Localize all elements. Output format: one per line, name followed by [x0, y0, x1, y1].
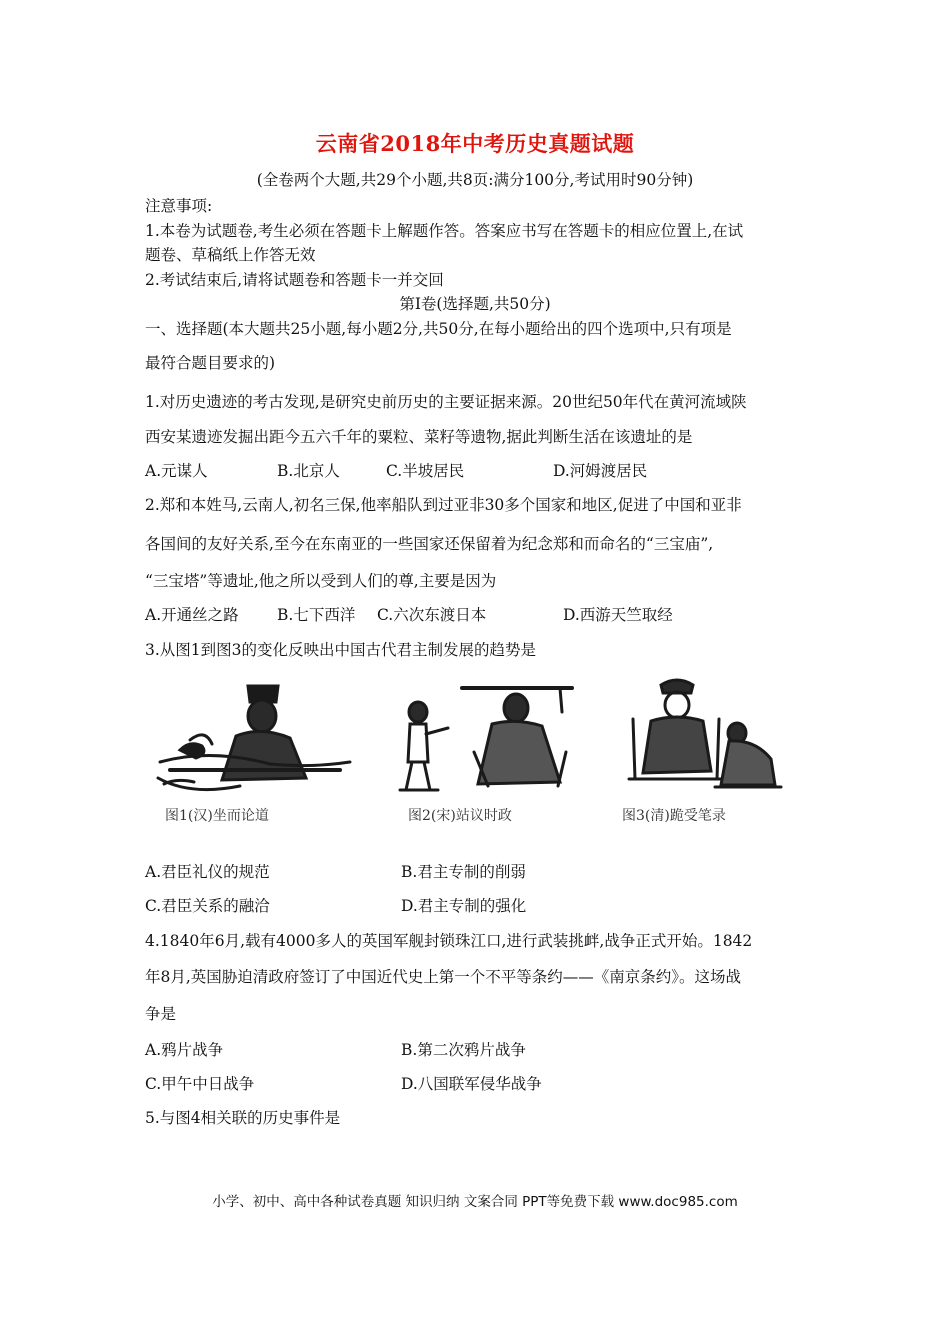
question-4-option-b: B.第二次鸦片战争 — [401, 1041, 526, 1059]
figure-2-standing-minister-illustration — [390, 682, 580, 796]
question-1-option-d: D.河姆渡居民 — [553, 462, 648, 480]
question-2-line-1: 2.郑和本姓马,云南人,初名三保,他率船队到过亚非30多个国家和地区,促进了中国和亚非 — [145, 496, 742, 514]
question-1-option-c: C.半坡居民 — [386, 462, 465, 480]
question-3-option-c: C.君臣关系的融洽 — [145, 897, 270, 915]
question-3-line-1: 3.从图1到图3的变化反映出中国古代君主制发展的趋势是 — [145, 641, 537, 659]
notice-heading: 注意事项: — [145, 197, 213, 215]
question-2-option-c: C.六次东渡日本 — [377, 606, 487, 624]
question-2-line-2: 各国间的友好关系,至今在东南亚的一些国家还保留着为纪念郑和而命名的“三宝庙”, — [145, 535, 714, 553]
question-2-option-d: D.西游天竺取经 — [563, 606, 673, 624]
question-4-option-d: D.八国联军侵华战争 — [401, 1075, 542, 1093]
question-2-line-3: “三宝塔”等遗址,他之所以受到人们的尊,主要是因为 — [145, 572, 497, 590]
question-5-line-1: 5.与图4相关联的历史事件是 — [145, 1109, 341, 1127]
figure-1-seated-discussion-illustration — [150, 678, 360, 796]
figure-1-caption: 图1(汉)坐而论道 — [165, 808, 269, 824]
exam-subtitle: (全卷两个大题,共29个小题,共8页:满分100分,考试用时90分钟) — [256, 171, 694, 189]
figure-3-kneeling-minister-illustration — [625, 675, 785, 795]
question-4-line-3: 争是 — [145, 1005, 177, 1023]
page-footer: 小学、初中、高中各种试卷真题 知识归纳 文案合同 PPT等免费下载 www.doc985.com — [212, 1194, 738, 1210]
question-4-line-2: 年8月,英国胁迫清政府签订了中国近代史上第一个不平等条约——《南京条约》。这场战 — [145, 968, 742, 986]
question-3-option-b: B.君主专制的削弱 — [401, 863, 526, 881]
question-4-line-1: 4.1840年6月,载有4000多人的英国军舰封锁珠江口,进行武装挑衅,战争正式开始。1842 — [145, 932, 753, 950]
notice-item-1-line-2: 题卷、草稿纸上作答无效 — [145, 246, 316, 264]
question-2-option-a: A.开通丝之路 — [145, 606, 239, 624]
question-3-option-d: D.君主专制的强化 — [401, 897, 527, 915]
question-4-option-c: C.甲午中日战争 — [145, 1075, 255, 1093]
section-title: 第Ⅰ卷(选择题,共50分) — [399, 295, 551, 313]
figure-3-caption: 图3(清)跪受笔录 — [622, 808, 726, 824]
exam-title: 云南省2018年中考历史真题试题 — [315, 131, 635, 156]
figure-2-caption: 图2(宋)站议时政 — [408, 808, 512, 824]
notice-item-1-line-1: 1.本卷为试题卷,考生必须在答题卡上解题作答。答案应书写在答题卡的相应位置上,在试 — [145, 222, 744, 240]
question-1-option-b: B.北京人 — [277, 462, 340, 480]
question-3-option-a: A.君臣礼仪的规范 — [145, 863, 270, 881]
section-intro-line-2: 最符合题目要求的) — [145, 354, 276, 372]
question-1-line-1: 1.对历史遗迹的考古发现,是研究史前历史的主要证据来源。20世纪50年代在黄河流域陕 — [145, 393, 747, 411]
question-2-option-b: B.七下西洋 — [277, 606, 356, 624]
question-1-option-a: A.元谋人 — [145, 462, 208, 480]
section-intro-line-1: 一、选择题(本大题共25小题,每小题2分,共50分,在每小题给出的四个选项中,只有项是 — [145, 320, 732, 338]
notice-item-2: 2.考试结束后,请将试题卷和答题卡一并交回 — [145, 271, 444, 289]
question-4-option-a: A.鸦片战争 — [145, 1041, 224, 1059]
question-1-line-2: 西安某遗迹发掘出距今五六千年的粟粒、菜籽等遗物,据此判断生活在该遗址的是 — [145, 428, 693, 446]
